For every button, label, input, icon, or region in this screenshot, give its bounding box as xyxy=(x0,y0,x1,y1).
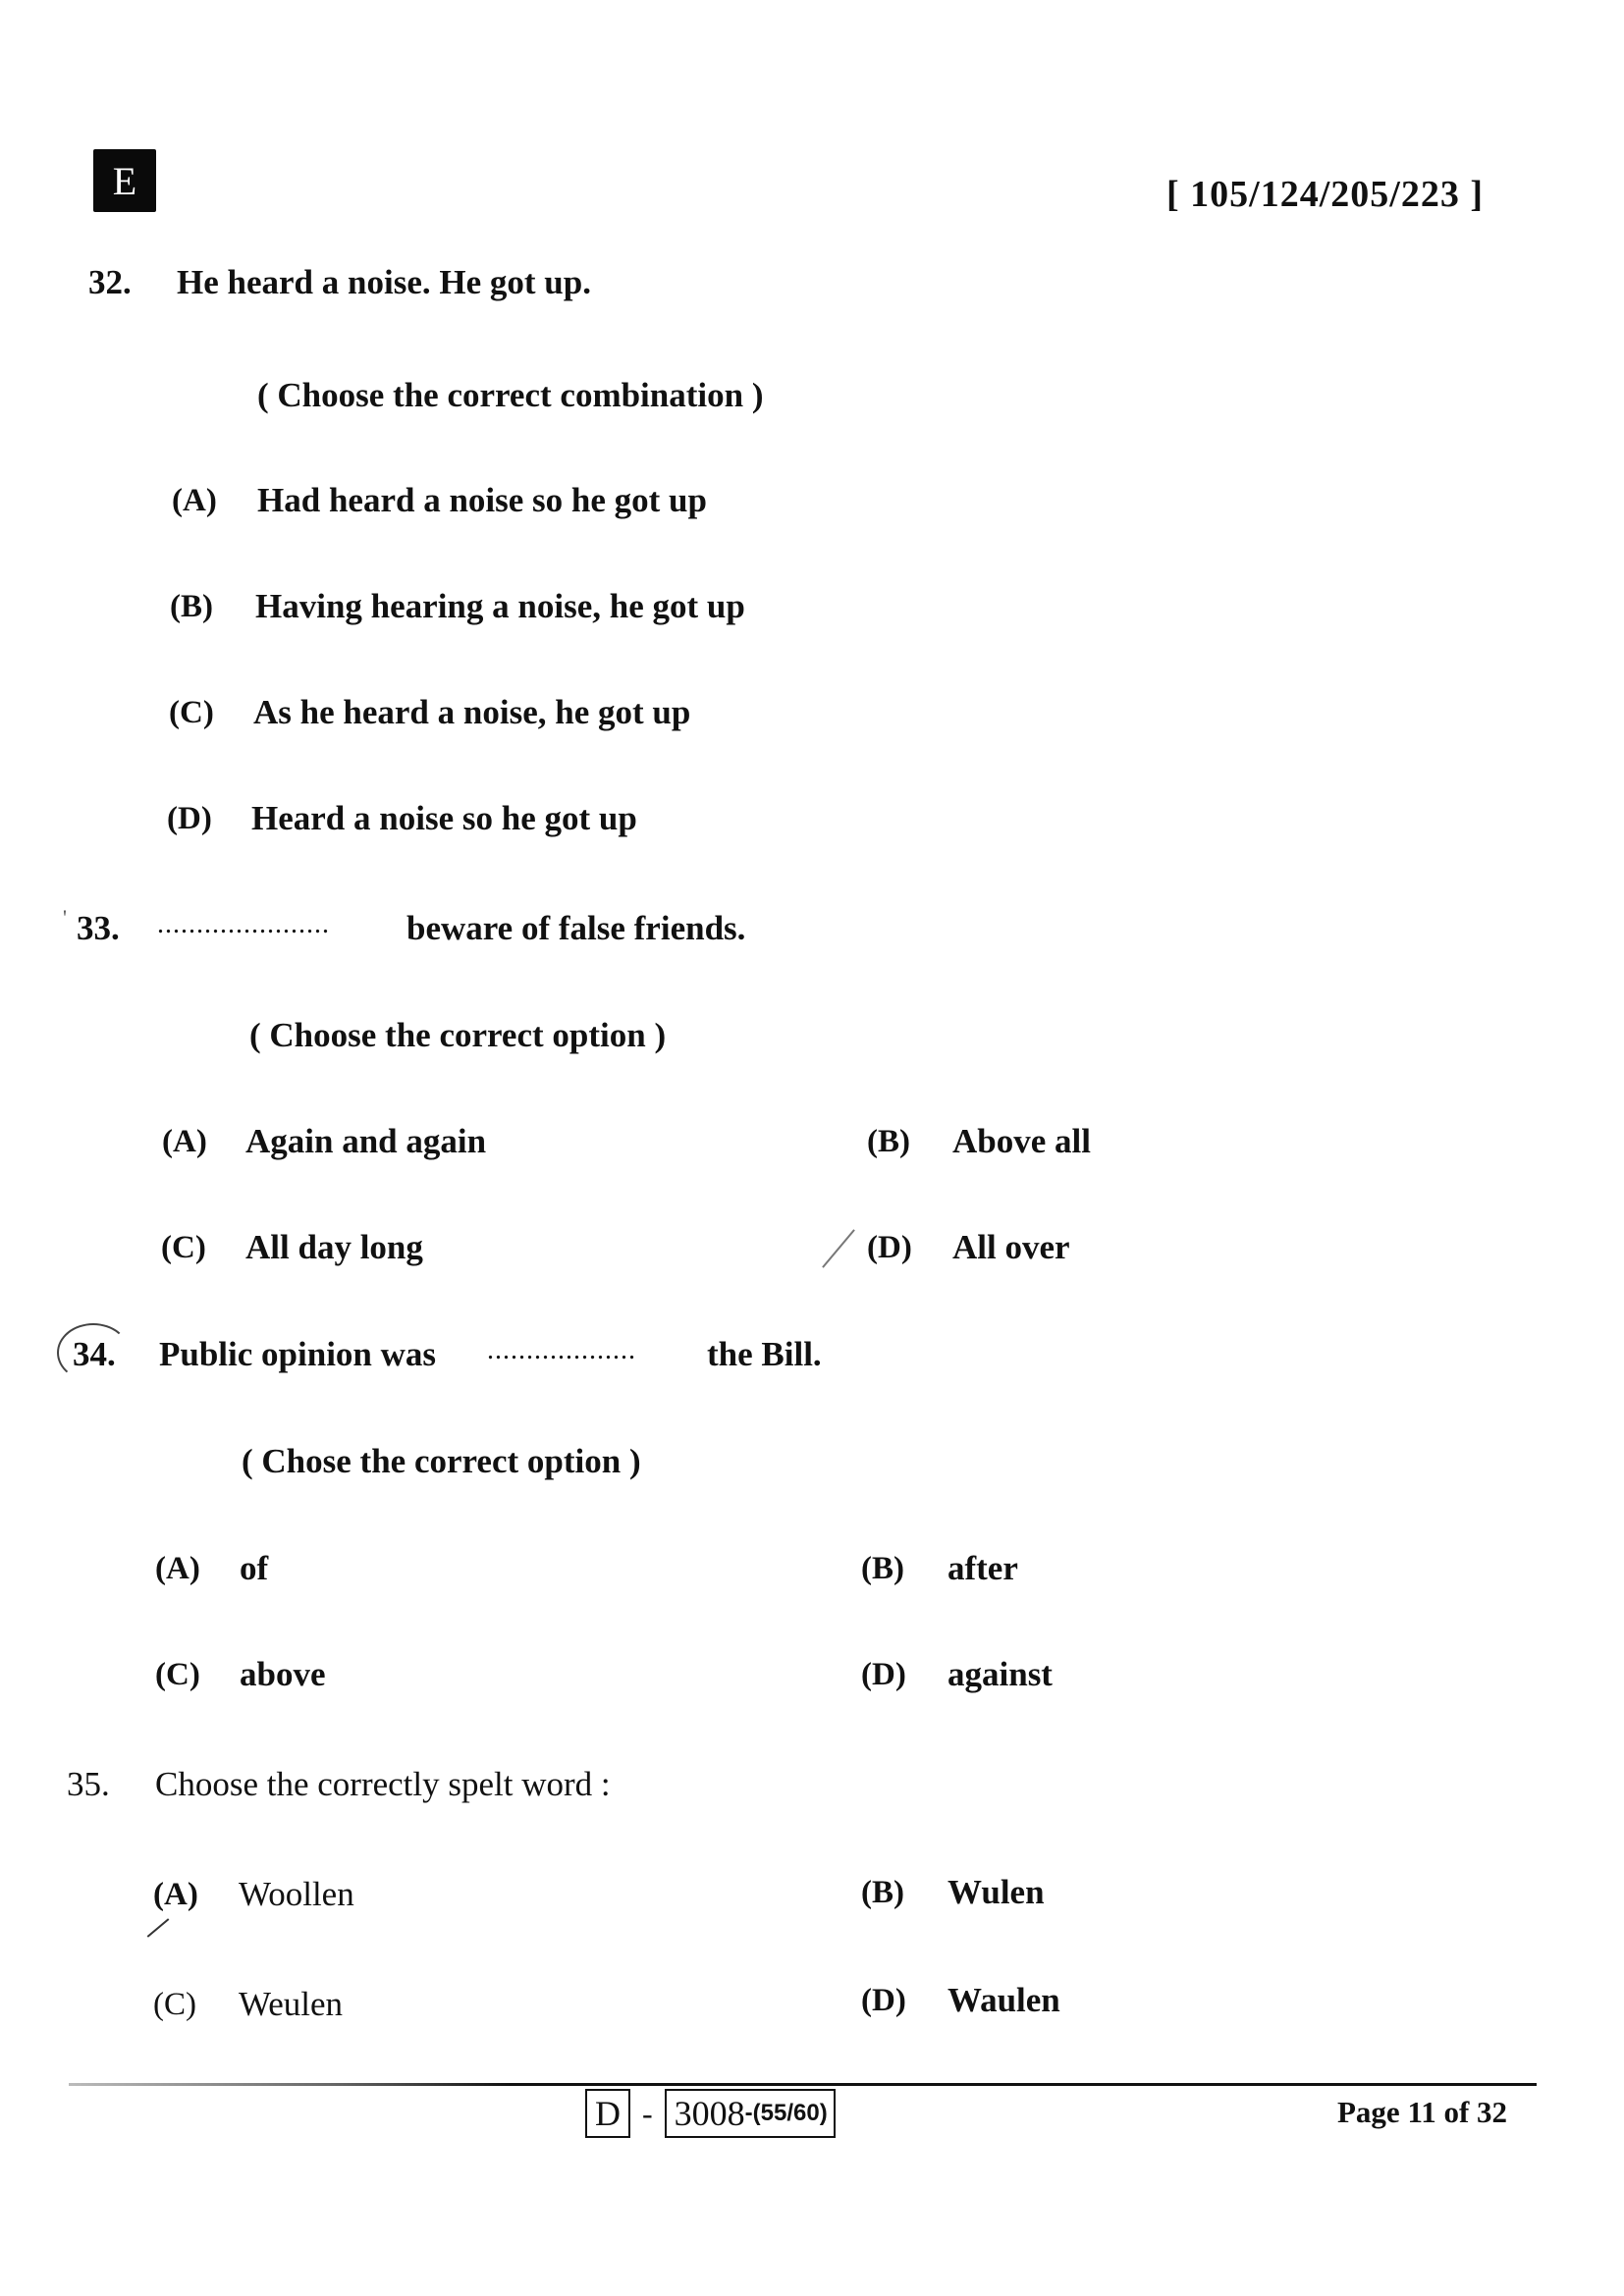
option-label-d: (D) xyxy=(861,1983,906,2018)
answer-blank: ...................... xyxy=(157,909,330,939)
option-label-b: (B) xyxy=(861,1875,904,1910)
booklet-suffix: -(55/60) xyxy=(744,2100,828,2126)
option-text-b: Having hearing a noise, he got up xyxy=(255,587,745,625)
option-label-d: (D) xyxy=(861,1657,906,1692)
paper-codes: [ 105/124/205/223 ] xyxy=(1166,174,1484,215)
option-text-c: As he heard a noise, he got up xyxy=(253,693,691,731)
booklet-code: 3008 xyxy=(674,2094,745,2133)
option-text-b: Above all xyxy=(952,1122,1091,1160)
option-text-b: after xyxy=(947,1549,1018,1587)
separator-dash: - xyxy=(642,2095,653,2131)
option-label-c: (C) xyxy=(153,1987,196,2022)
question-text-before: Public opinion was xyxy=(159,1335,437,1373)
set-letter-badge xyxy=(93,149,156,212)
pencil-tick-mark xyxy=(147,1918,170,1938)
option-label-b: (B) xyxy=(170,589,213,624)
question-text: beware of false friends. xyxy=(406,909,746,947)
option-text-d: All over xyxy=(952,1228,1070,1266)
option-label-c: (C) xyxy=(169,695,214,730)
question-number: 35. xyxy=(67,1765,110,1803)
set-letter: E xyxy=(112,158,137,203)
option-text-d: against xyxy=(947,1655,1053,1693)
option-label-b: (B) xyxy=(867,1124,910,1159)
series-box xyxy=(585,2089,630,2138)
option-text-c: Weulen xyxy=(239,1985,344,2023)
option-label-d: (D) xyxy=(867,1230,912,1265)
option-text-d: Waulen xyxy=(947,1981,1060,2019)
option-label-a: (A) xyxy=(172,483,217,518)
booklet-code-group xyxy=(585,2089,836,2138)
series-letter: D xyxy=(595,2094,621,2133)
option-label-a: (A) xyxy=(162,1124,207,1159)
option-label-b: (B) xyxy=(861,1551,904,1586)
question-number: 33. xyxy=(77,909,120,947)
option-label-a: (A) xyxy=(153,1877,198,1912)
option-text-a: Woollen xyxy=(239,1875,354,1913)
question-number: 34. xyxy=(73,1335,116,1373)
option-text-d: Heard a noise so he got up xyxy=(251,799,637,837)
question-instruction: ( Choose the correct combination ) xyxy=(257,376,764,414)
question-text-after: the Bill. xyxy=(707,1335,822,1373)
option-text-a: Again and again xyxy=(245,1122,487,1160)
pencil-tick-mark xyxy=(822,1229,855,1268)
footer-divider xyxy=(69,2083,1537,2086)
page-number: Page 11 of 32 xyxy=(1337,2095,1508,2129)
option-label-d: (D) xyxy=(167,801,212,836)
booklet-code-box xyxy=(665,2089,836,2138)
question-text: Choose the correctly spelt word : xyxy=(155,1765,611,1803)
option-label-c: (C) xyxy=(155,1657,200,1692)
option-label-c: (C) xyxy=(161,1230,206,1265)
question-instruction: ( Choose the correct option ) xyxy=(249,1016,667,1054)
question-number: 32. xyxy=(88,263,132,301)
pencil-tick-mark: ' xyxy=(63,905,67,930)
option-text-a: Had heard a noise so he got up xyxy=(257,481,707,519)
option-text-c: All day long xyxy=(245,1228,423,1266)
answer-blank: ................... xyxy=(487,1335,636,1365)
option-text-b: Wulen xyxy=(947,1873,1045,1911)
option-text-c: above xyxy=(240,1655,326,1693)
option-text-a: of xyxy=(240,1549,269,1587)
option-label-a: (A) xyxy=(155,1551,200,1586)
question-text: He heard a noise. He got up. xyxy=(177,263,591,301)
question-instruction: ( Chose the correct option ) xyxy=(242,1442,641,1480)
